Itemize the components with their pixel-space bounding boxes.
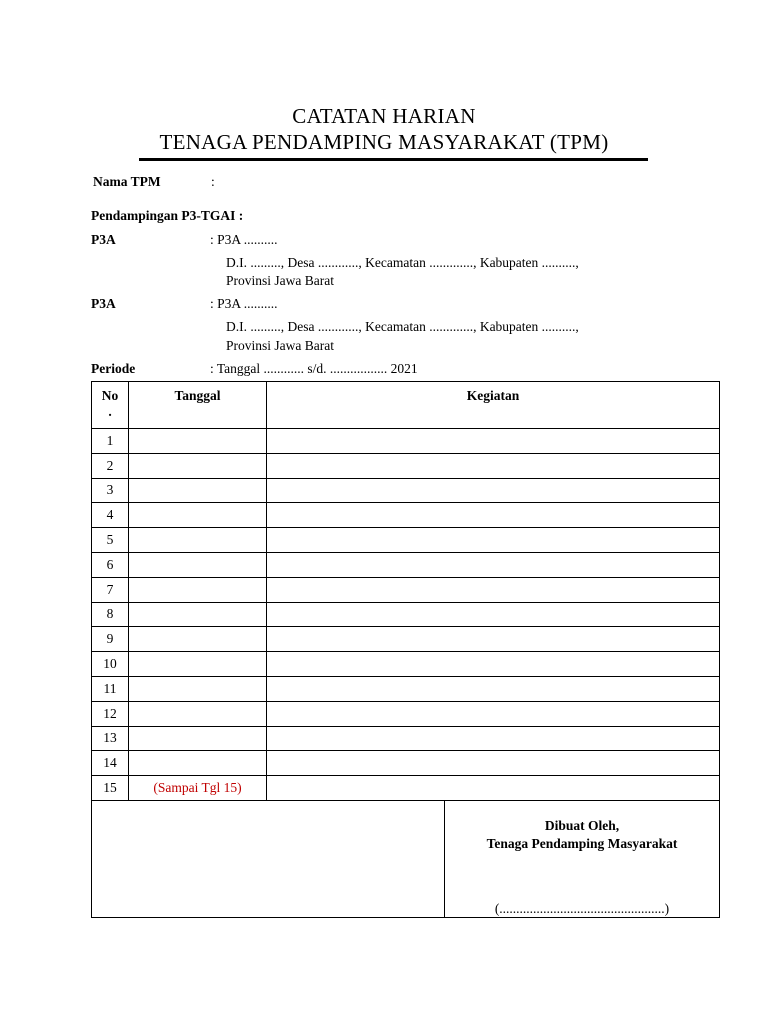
activity-log-table	[91, 381, 720, 918]
table-row	[92, 429, 720, 454]
tanggal-cell[interactable]	[129, 552, 267, 577]
p3a-location-1: D.I. ........., Desa ............, Kecamatan ............., Kabupaten ..........,	[226, 255, 579, 270]
kegiatan-cell[interactable]	[267, 429, 720, 454]
tanggal-cell[interactable]	[129, 652, 267, 677]
row-number: 3	[92, 478, 129, 503]
table-row	[92, 577, 720, 602]
tanggal-cell[interactable]	[129, 701, 267, 726]
kegiatan-cell[interactable]	[267, 751, 720, 776]
row-number: 13	[92, 726, 129, 751]
document-title: CATATAN HARIAN	[292, 104, 476, 128]
row-number: 4	[92, 503, 129, 528]
tanggal-cell[interactable]	[129, 478, 267, 503]
row-number: 6	[92, 552, 129, 577]
tanggal-cell[interactable]	[129, 627, 267, 652]
p3a-province-1: Provinsi Jawa Barat	[226, 273, 334, 288]
signature-dibuat-oleh: Dibuat Oleh,	[544, 817, 620, 833]
row-15-note[interactable]: (Sampai Tgl 15)	[129, 776, 267, 801]
tanggal-cell[interactable]	[129, 726, 267, 751]
kegiatan-cell[interactable]	[267, 676, 720, 701]
row-number: 1	[92, 429, 129, 454]
p3a-value-1: : P3A ..........	[210, 232, 278, 247]
table-row	[92, 751, 720, 776]
header-no-text: No	[101, 388, 119, 403]
table-row	[92, 627, 720, 652]
row-number: 9	[92, 627, 129, 652]
row-number: 7	[92, 577, 129, 602]
p3a-location-2: D.I. ........., Desa ............, Kecamatan ............., Kabupaten ..........,	[226, 319, 579, 334]
periode-label: Periode	[91, 361, 136, 376]
kegiatan-cell[interactable]	[267, 453, 720, 478]
table-header-row	[92, 382, 720, 429]
kegiatan-cell[interactable]	[267, 776, 720, 801]
kegiatan-cell[interactable]	[267, 627, 720, 652]
document-subtitle: TENAGA PENDAMPING MASYARAKAT (TPM)	[159, 130, 609, 154]
title-underline	[139, 158, 648, 161]
kegiatan-cell[interactable]	[267, 652, 720, 677]
table-row	[92, 776, 720, 801]
header-kegiatan: Kegiatan	[267, 382, 720, 429]
signature-name-line: (.................................................)	[494, 900, 670, 916]
kegiatan-cell[interactable]	[267, 701, 720, 726]
table-row	[92, 503, 720, 528]
table-row	[92, 726, 720, 751]
row-number: 10	[92, 652, 129, 677]
tanggal-cell[interactable]	[129, 503, 267, 528]
kegiatan-cell[interactable]	[267, 478, 720, 503]
row-number: 14	[92, 751, 129, 776]
row-number: 15	[92, 776, 129, 801]
signature-cell	[445, 800, 720, 917]
header-tanggal: Tanggal	[129, 382, 267, 429]
header-no	[92, 382, 129, 429]
kegiatan-cell[interactable]	[267, 528, 720, 553]
row-number: 2	[92, 453, 129, 478]
row-number: 12	[92, 701, 129, 726]
table-row	[92, 528, 720, 553]
kegiatan-cell[interactable]	[267, 726, 720, 751]
p3a-province-2: Provinsi Jawa Barat	[226, 338, 334, 353]
kegiatan-cell[interactable]	[267, 503, 720, 528]
nama-tpm-colon: :	[211, 174, 215, 189]
periode-value: : Tanggal ............ s/d. ................. 2021	[210, 361, 418, 376]
p3a-label-2: P3A	[91, 296, 116, 311]
signature-row	[92, 800, 720, 917]
tanggal-cell[interactable]	[129, 577, 267, 602]
header-no-dot: .	[108, 404, 112, 419]
p3a-label-1: P3A	[91, 232, 116, 247]
tanggal-cell[interactable]	[129, 602, 267, 627]
kegiatan-cell[interactable]	[267, 552, 720, 577]
tanggal-cell[interactable]	[129, 528, 267, 553]
row-number: 8	[92, 602, 129, 627]
table-row	[92, 602, 720, 627]
tanggal-cell[interactable]	[129, 429, 267, 454]
table-row	[92, 552, 720, 577]
p3a-value-2: : P3A ..........	[210, 296, 278, 311]
nama-tpm-label: Nama TPM	[93, 174, 161, 189]
tanggal-cell[interactable]	[129, 676, 267, 701]
row-number: 11	[92, 676, 129, 701]
table-row	[92, 676, 720, 701]
table-row	[92, 453, 720, 478]
tanggal-cell[interactable]	[129, 453, 267, 478]
signature-role: Tenaga Pendamping Masyarakat	[486, 835, 678, 851]
table-row	[92, 701, 720, 726]
table-row	[92, 478, 720, 503]
row-number: 5	[92, 528, 129, 553]
kegiatan-cell[interactable]	[267, 577, 720, 602]
tanggal-cell[interactable]	[129, 751, 267, 776]
signature-left-cell	[92, 800, 445, 917]
table-row	[92, 652, 720, 677]
kegiatan-cell[interactable]	[267, 602, 720, 627]
pendampingan-label: Pendampingan P3-TGAI :	[91, 208, 244, 223]
